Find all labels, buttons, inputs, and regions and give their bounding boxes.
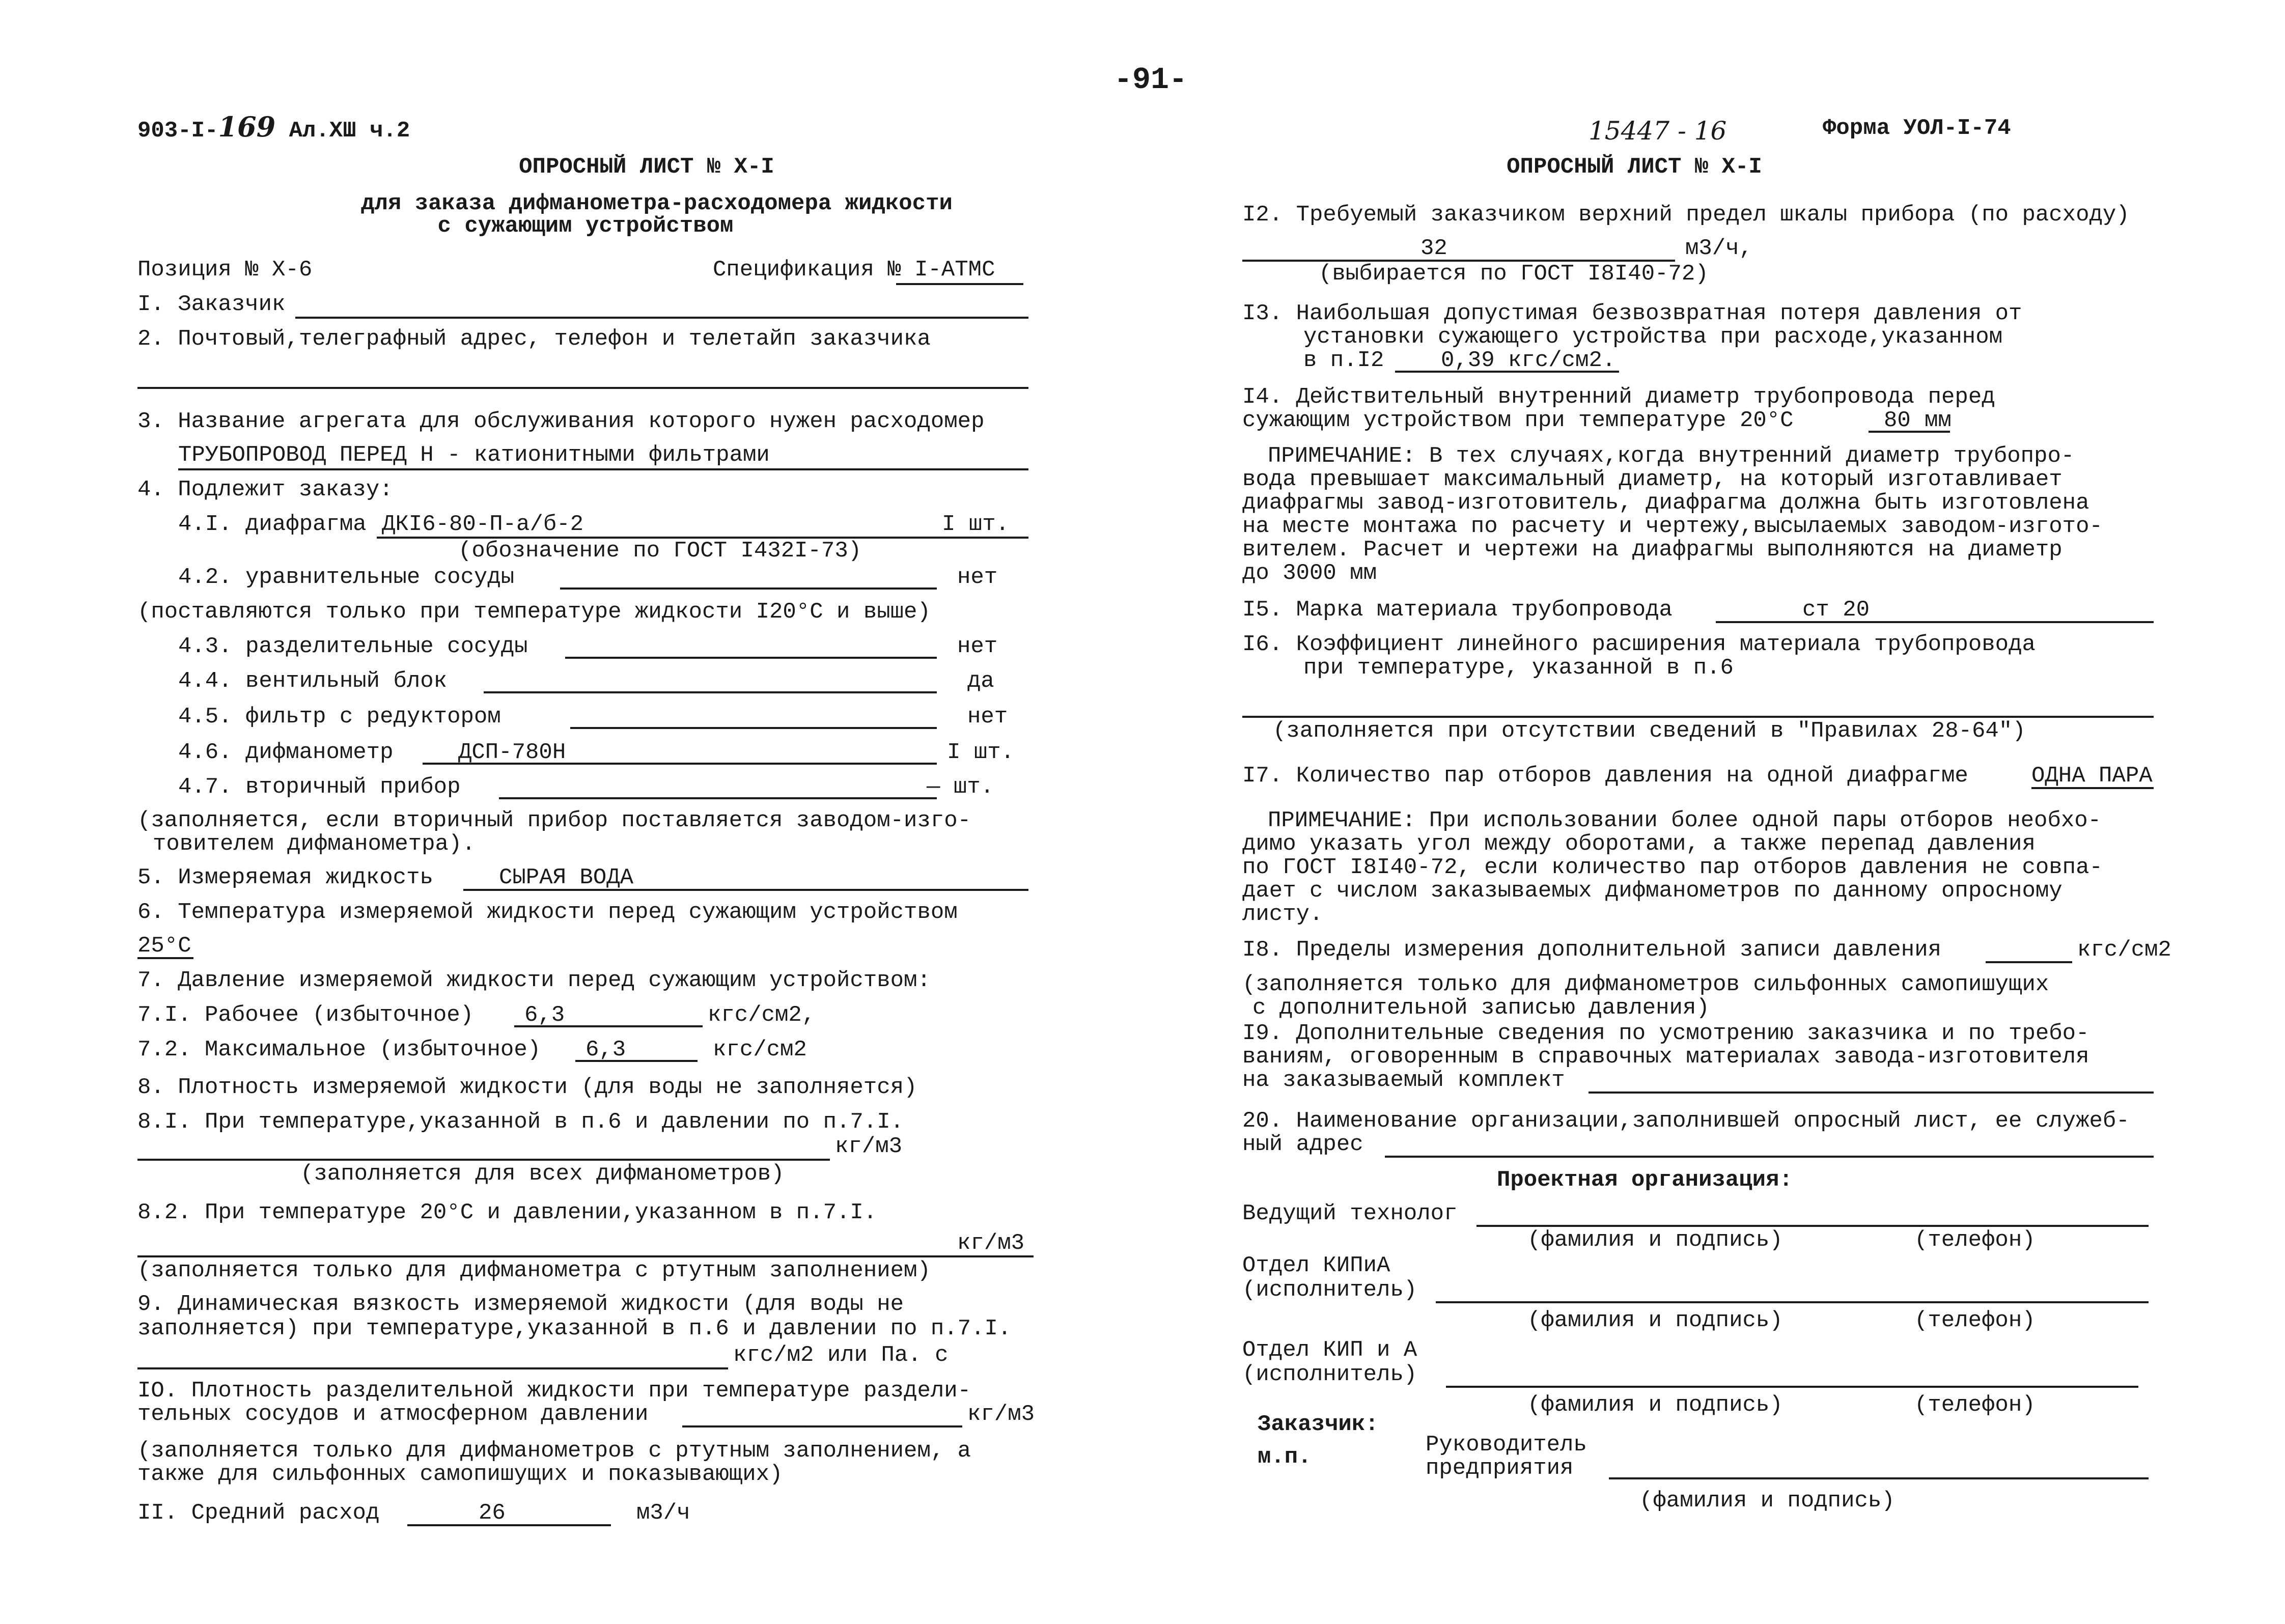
item-1-line — [295, 317, 1028, 319]
item-14-line-2: сужающим устройством при температуре 20°С — [1242, 408, 1794, 433]
page-number: -91- — [1113, 63, 1188, 98]
item-3-line — [178, 468, 1028, 470]
item-5: 5. Измеряемая жидкость — [137, 865, 433, 890]
item-9-line-2: заполняется) при температуре,указанной в п.6 и давлении по п.7.I. — [137, 1316, 1012, 1341]
item-4-7: 4.7. вторичный прибор — [178, 774, 461, 800]
item-4-2-note: (поставляются только при температуре жидкости I20°С и выше) — [137, 599, 931, 625]
item-17: I7. Количество пар отборов давления на одной диафрагме — [1242, 763, 1968, 789]
head-label-1: Руководитель — [1426, 1432, 1587, 1458]
head-label-2: предприятия — [1426, 1455, 1574, 1481]
item-9-line-1: 9. Динамическая вязкость измеряемой жидкости (для воды не — [137, 1292, 904, 1317]
item-8-1-note: (заполняется для всех дифманометров) — [300, 1161, 785, 1187]
item-19-line-3: на заказываемый комплект — [1242, 1068, 1565, 1093]
item-7-1-line — [514, 1025, 703, 1027]
item-4-2-value: нет — [957, 565, 998, 590]
item-4-1-value: ДКI6-80-П-а/б-2 — [382, 512, 584, 537]
item-15: I5. Марка материала трубопровода — [1242, 597, 1673, 623]
dept-kip2-line — [1446, 1386, 2138, 1388]
item-13-line-1: I3. Наибольшая допустимая безвозвратная потеря давления от — [1242, 301, 2022, 326]
item-4-2-line — [560, 587, 937, 590]
item-2: 2. Почтовый,телеграфный адрес, телефон и телетайп заказчика — [137, 326, 931, 352]
note-2-line-3: по ГОСТ I8I40-72, если количество пар отборов давления не совпа- — [1242, 855, 2103, 880]
item-19-line-1: I9. Дополнительные сведения по усмотрению заказчика и по требо- — [1242, 1021, 2089, 1046]
item-18-line — [1986, 961, 2072, 963]
item-18-note-2: с дополнительной записью давления) — [1252, 995, 1710, 1021]
lead-tech-sig-phone: (телефон) — [1914, 1227, 2036, 1253]
note-1-line-4: на месте монтажа по расчету и чертежу,высылаемых заводом-изгото- — [1242, 514, 2103, 539]
item-14-unit: мм — [1925, 408, 1952, 433]
item-19-line — [1589, 1091, 2154, 1094]
item-4-3-value: нет — [957, 634, 998, 659]
item-10-note-2: также для сильфонных самопишущих и показывающих) — [137, 1462, 783, 1487]
item-7-1-value: 6,3 — [524, 1002, 565, 1028]
dept-kip-executor: (исполнитель) — [1242, 1277, 1417, 1303]
item-4-7-qty: — шт. — [927, 774, 994, 800]
item-7-1: 7.I. Рабочее (избыточное) — [137, 1002, 474, 1028]
item-17-value: ОДНА ПАРА — [2031, 763, 2153, 789]
spec-label: Спецификация № I-АТМС — [713, 257, 995, 283]
item-4-4-line — [484, 691, 937, 693]
item-18-unit: кгс/см2 — [2077, 937, 2171, 963]
item-10-line-1: IO. Плотность разделительной жидкости при температуре раздели- — [137, 1378, 971, 1404]
org-heading: Проектная организация: — [1497, 1167, 1793, 1193]
item-20-line-1: 20. Наименование организации,заполнившей опросный лист, ее служеб- — [1242, 1108, 2130, 1134]
item-16-line — [1242, 716, 2154, 718]
note-1-line-5: вителем. Расчет и чертежи на диафрагмы выполняются на диаметр — [1242, 537, 2063, 563]
item-12-value: 32 — [1420, 236, 1447, 261]
dept-kip2-label: Отдел КИП и А — [1242, 1337, 1417, 1363]
note-2-line-1: ПРИМЕЧАНИЕ: При использовании более одной пары отборов необхо- — [1268, 808, 2102, 833]
item-4-1-qty: I шт. — [942, 512, 1010, 537]
item-8-2-line — [137, 1255, 1034, 1257]
item-18-note-1: (заполняется только для дифманометров сильфонных самопишущих — [1242, 972, 2049, 997]
doc-code-suffix: Ал.XШ ч.2 — [289, 118, 410, 144]
dept-kip-line — [1436, 1301, 2149, 1303]
head-sig-name: (фамилия и подпись) — [1639, 1488, 1895, 1514]
item-13-value: 0,39 кгс/см2. — [1441, 348, 1616, 373]
item-4-5-line — [570, 727, 937, 729]
dept-kip-sig-phone: (телефон) — [1914, 1308, 2036, 1333]
handwritten-number: 15447 - 16 — [1589, 116, 1727, 146]
note-2-line-2: димо указать угол между оборотами, а также перепад давления — [1242, 831, 2036, 857]
item-20-line-2: ный адрес — [1242, 1132, 1363, 1157]
dept-kip-sig-name: (фамилия и подпись) — [1527, 1308, 1783, 1333]
item-3-value: ТРУБОПРОВОД ПЕРЕД Н - катионитными фильтрами — [178, 442, 770, 468]
lead-tech-line — [1476, 1225, 2149, 1227]
item-20-line — [1385, 1156, 2154, 1158]
position-label: Позиция № X-6 — [137, 257, 313, 283]
item-4-6-qty: I шт. — [947, 740, 1015, 765]
head-line — [1609, 1477, 2149, 1479]
item-4-3: 4.3. разделительные сосуды — [178, 634, 528, 659]
item-4-6-line — [423, 763, 937, 765]
item-13-line-2: установки сужающего устройства при расходе,указанном — [1303, 324, 2003, 350]
item-4-5-value: нет — [967, 704, 1008, 730]
item-10-note-1: (заполняется только для дифманометров с ртутным заполнением, а — [137, 1438, 971, 1464]
note-1-line-6: до 3000 мм — [1242, 561, 1377, 586]
item-11-unit: м3/ч — [636, 1500, 690, 1526]
lead-tech-label: Ведущий технолог — [1242, 1201, 1458, 1226]
dept-kip-label: Отдел КИПиА — [1242, 1253, 1390, 1278]
item-18: I8. Пределы измерения дополнительной записи давления — [1242, 937, 1942, 963]
item-16-line-2: при температуре, указанной в п.6 — [1303, 655, 1734, 681]
item-10-line-2: тельных сосудов и атмосферном давлении — [137, 1402, 649, 1427]
note-1-line-3: диафрагмы завод-изготовитель, диафрагма должна быть изготовлена — [1242, 490, 2089, 516]
item-7-2-unit: кгс/см2 — [713, 1037, 807, 1062]
item-6: 6. Температура измеряемой жидкости перед сужающим устройством — [137, 900, 958, 925]
note-2-line-5: листу. — [1242, 902, 1323, 927]
item-6-line — [137, 957, 193, 959]
item-7-1-unit: кгс/см2, — [708, 1002, 816, 1028]
item-13-line — [1395, 371, 1619, 373]
note-1-line-1: ПРИМЕЧАНИЕ: В тех случаях,когда внутренний диаметр трубопро- — [1268, 443, 2075, 469]
left-title: ОПРОСНЫЙ ЛИСТ № X-I — [519, 154, 774, 180]
doc-code — [137, 110, 410, 144]
item-8-1-unit: кг/м3 — [835, 1134, 903, 1159]
item-19-line-2: ваниям, оговоренным в справочных материалах завода-изготовителя — [1242, 1044, 2089, 1070]
note-1-line-2: вода превышает максимальный диаметр, на который изготавливает — [1242, 467, 2063, 492]
item-7-2-line — [575, 1060, 698, 1062]
item-12: I2. Требуемый заказчиком верхний предел шкалы прибора (по расходу) — [1242, 202, 2130, 228]
item-9-line — [137, 1367, 728, 1369]
customer-label: Заказчик: — [1258, 1412, 1379, 1437]
left-subtitle-2: с сужающим устройством — [437, 213, 734, 239]
item-4-7-line — [499, 797, 937, 799]
item-15-line — [1716, 621, 2154, 623]
item-4-1-note: (обозначение по ГОСТ I432I-73) — [458, 538, 862, 564]
item-7: 7. Давление измеряемой жидкости перед сужающим устройством: — [137, 968, 931, 993]
item-8-2-note: (заполняется только для дифманометра с ртутным заполнением) — [137, 1258, 931, 1283]
item-11: II. Средний расход — [137, 1500, 380, 1526]
item-4-5: 4.5. фильтр с редуктором — [178, 704, 501, 730]
item-8-1-line — [137, 1159, 830, 1161]
item-8: 8. Плотность измеряемой жидкости (для воды не заполняется) — [137, 1075, 917, 1100]
item-3: 3. Название агрегата для обслуживания которого нужен расходомер — [137, 409, 985, 434]
item-11-line — [407, 1524, 611, 1526]
item-15-value: ст 20 — [1802, 597, 1870, 623]
item-16-note: (заполняется при отсутствии сведений в "Правилах 28-64") — [1273, 718, 2026, 744]
item-4: 4. Подлежит заказу: — [137, 477, 393, 502]
right-title: ОПРОСНЫЙ ЛИСТ № X-I — [1507, 154, 1762, 180]
item-4-4-value: да — [967, 668, 994, 694]
item-4-6: 4.6. дифманометр — [178, 740, 394, 765]
item-7-2: 7.2. Максимальное (избыточное) — [137, 1037, 541, 1062]
item-8-2: 8.2. При температуре 20°С и давлении,указанном в п.7.I. — [137, 1200, 877, 1225]
item-14-value: 80 — [1884, 408, 1911, 433]
item-5-line — [463, 889, 1028, 891]
item-4-4: 4.4. вентильный блок — [178, 668, 448, 694]
item-8-2-unit: кг/м3 — [957, 1230, 1025, 1256]
item-2-line — [137, 387, 1028, 389]
item-11-value: 26 — [479, 1500, 506, 1526]
item-4-2: 4.2. уравнительные сосуды — [178, 565, 515, 590]
item-14-line-1: I4. Действительный внутренний диаметр трубопровода перед — [1242, 384, 1995, 410]
item-10-unit: кг/м3 — [967, 1402, 1035, 1427]
item-12-unit: м3/ч, — [1685, 236, 1753, 261]
item-4-7-note-1: (заполняется, если вторичный прибор поставляется заводом-изго- — [137, 808, 971, 833]
item-4-3-line — [565, 657, 937, 659]
item-16-line-1: I6. Коэффициент линейного расширения материала трубопровода — [1242, 632, 2036, 657]
item-13-line-3: в п.I2 — [1303, 348, 1384, 373]
item-9-unit: кгс/м2 или Па. с — [733, 1342, 949, 1368]
item-4-6-value: ДСП-780Н — [458, 740, 566, 765]
note-2-line-4: дает с числом заказываемых дифманометров по данному опросному — [1242, 878, 2063, 904]
form-label: Форма УОЛ-I-74 — [1823, 116, 2011, 141]
item-6-value: 25°С — [137, 933, 191, 959]
dept-kip2-sig-name: (фамилия и подпись) — [1527, 1392, 1783, 1418]
dept-kip2-executor: (исполнитель) — [1242, 1362, 1417, 1387]
lead-tech-sig-name: (фамилия и подпись) — [1527, 1227, 1783, 1253]
spec-underline — [896, 283, 1023, 285]
item-1: I. Заказчик — [137, 292, 286, 317]
item-8-1: 8.I. При температуре,указанной в п.6 и давлении по п.7.I. — [137, 1109, 904, 1135]
item-4-7-note-2: товителем дифманометра). — [153, 831, 476, 857]
doc-code-handwritten: 169 — [218, 110, 276, 143]
mp-label: м.п. — [1258, 1444, 1312, 1470]
item-17-line — [2031, 787, 2154, 789]
item-5-value: СЫРАЯ ВОДА — [499, 865, 634, 890]
doc-code-prefix: 903-I- — [137, 118, 218, 144]
item-12-note: (выбирается по ГОСТ I8I40-72) — [1319, 261, 1709, 287]
dept-kip2-sig-phone: (телефон) — [1914, 1392, 2036, 1418]
left-subtitle-1: для заказа дифманометра-расходомера жидкости — [361, 191, 953, 216]
item-4-1: 4.I. диафрагма — [178, 512, 367, 537]
item-7-2-value: 6,3 — [586, 1037, 626, 1062]
item-10-line — [682, 1425, 962, 1427]
